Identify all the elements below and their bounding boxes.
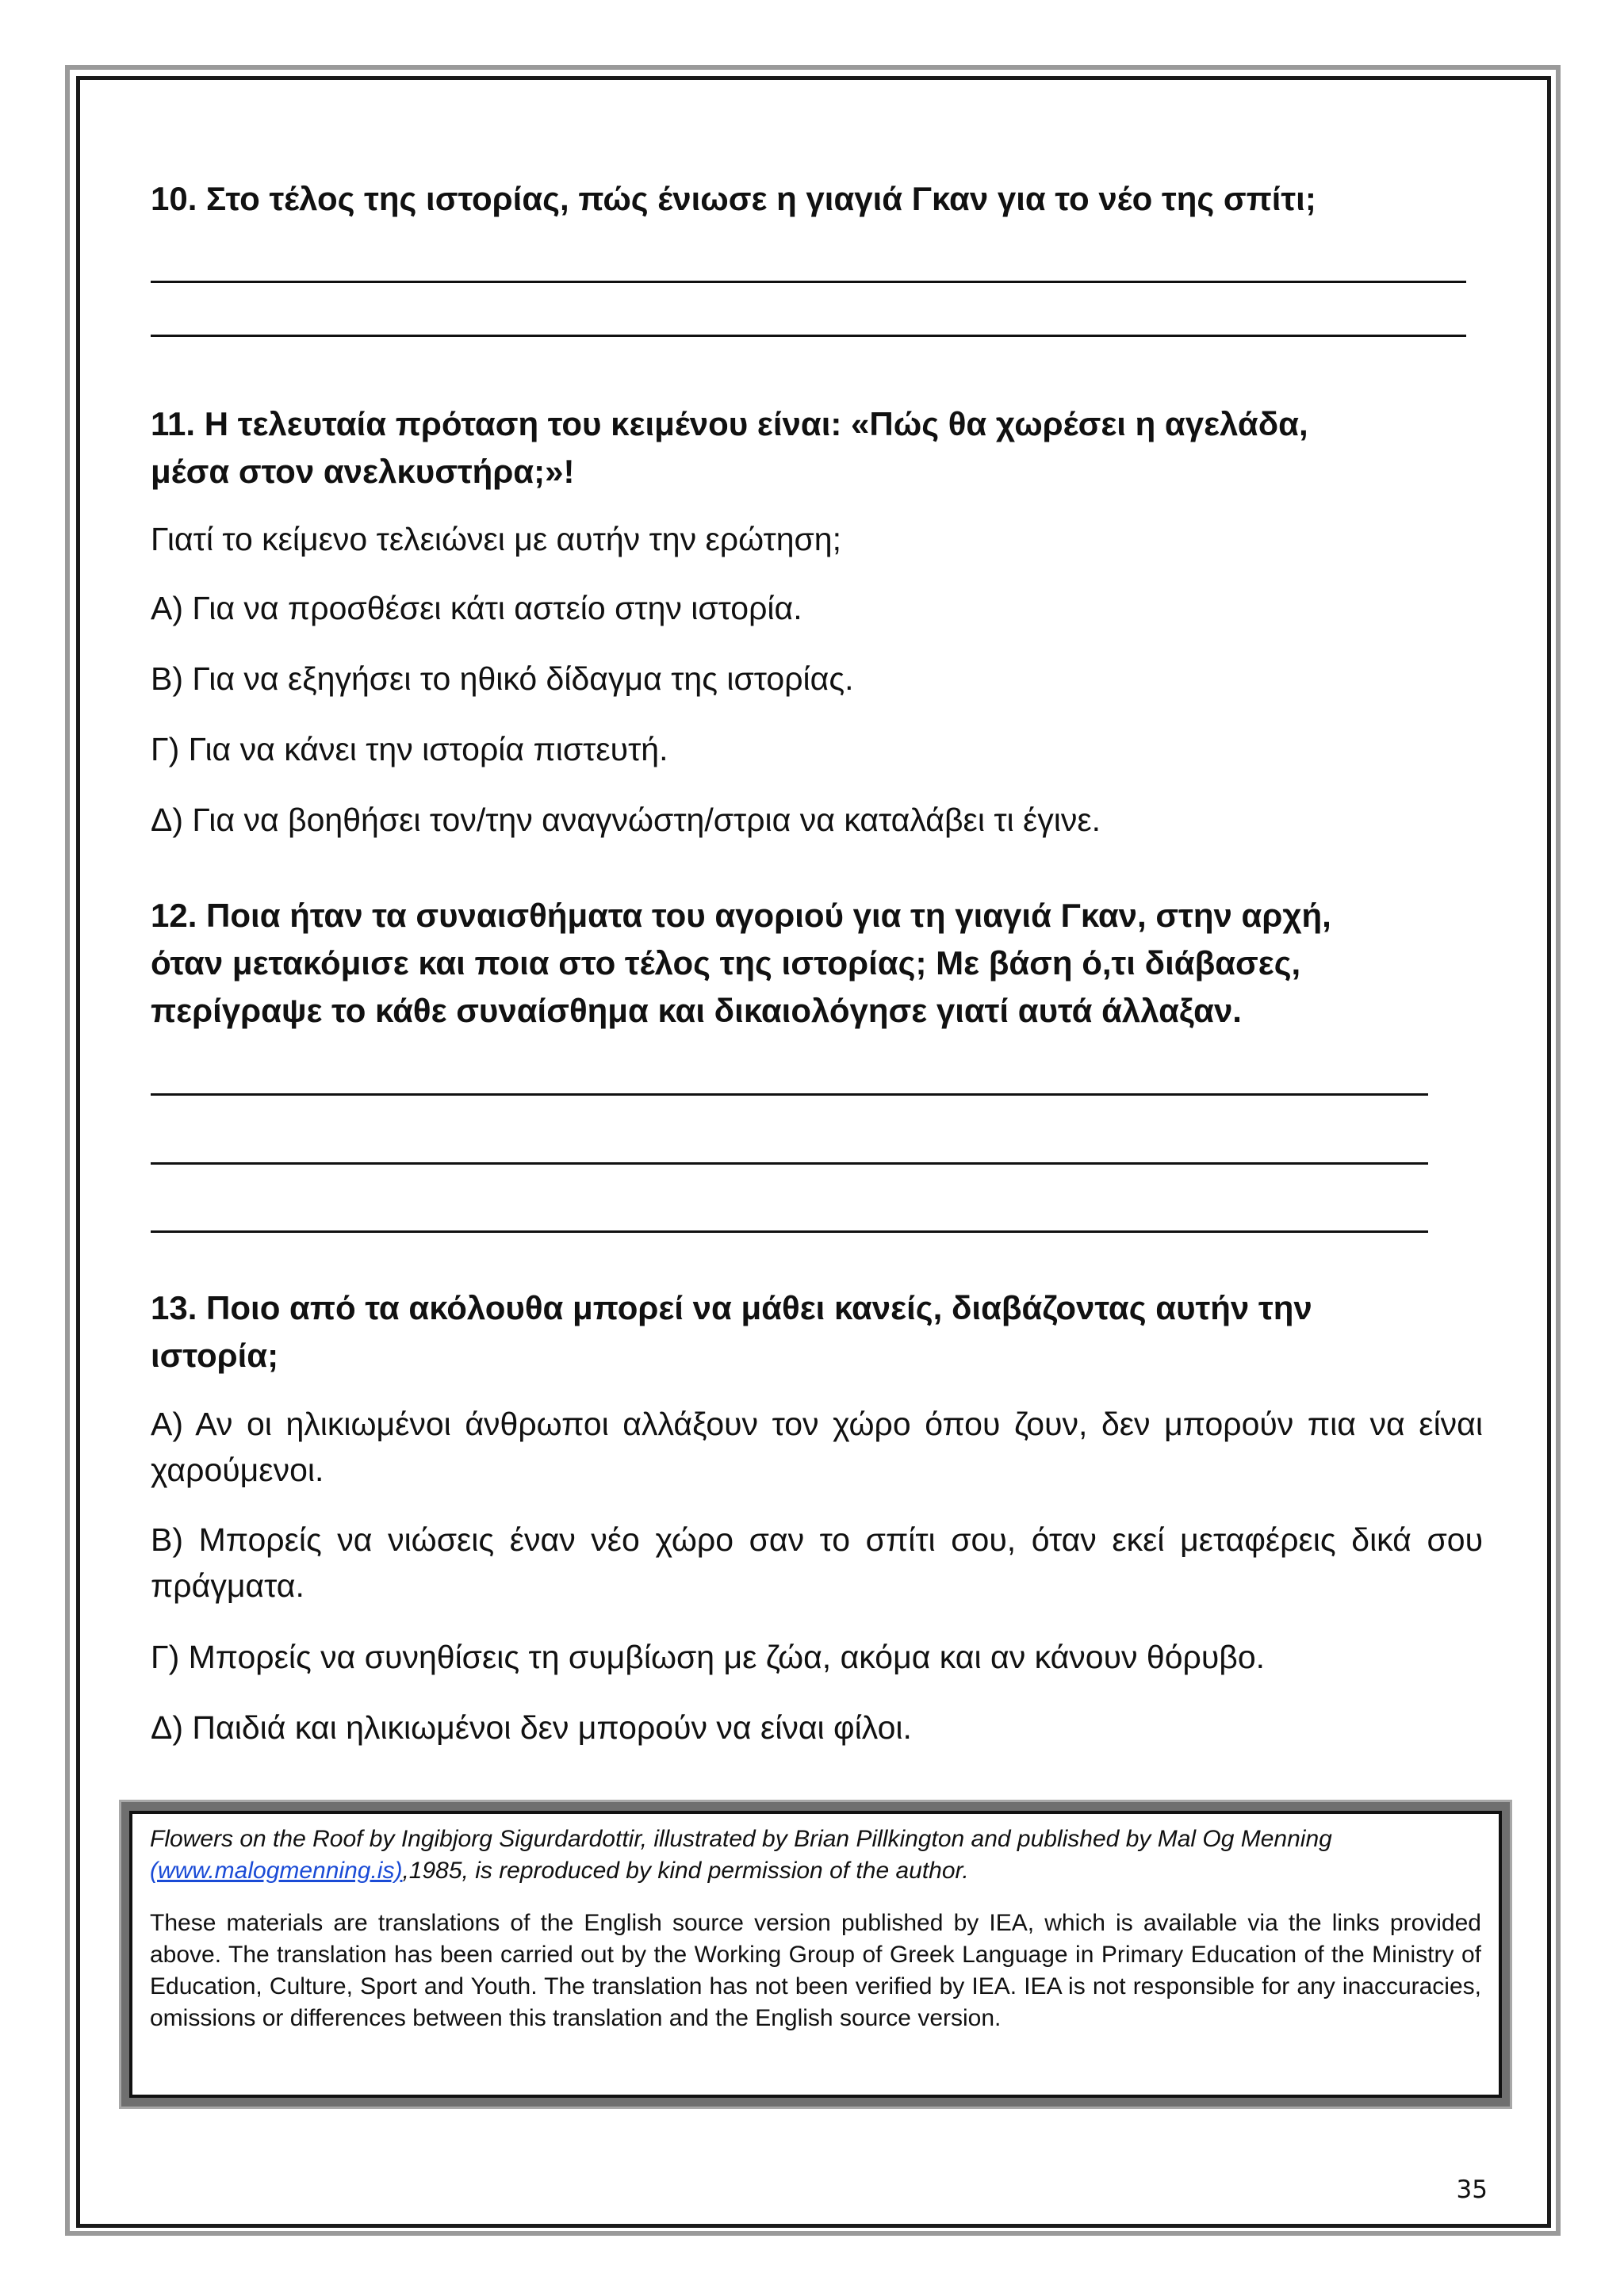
- publisher-link[interactable]: (www.malogmenning.is): [150, 1858, 403, 1884]
- q13-option-d[interactable]: Δ) Παιδιά και ηλικιωμένοι δεν μπορούν να είναι φίλοι.: [151, 1709, 912, 1746]
- answer-line-q10-2[interactable]: [151, 335, 1466, 337]
- question-13-line-2: ιστορία;: [151, 1337, 279, 1374]
- question-12-line-1: 12. Ποια ήταν τα συναισθήματα του αγοριού για τη γιαγιά Γκαν, στην αρχή,: [151, 897, 1331, 934]
- q13-option-a[interactable]: Α) Αν οι ηλικιωμένοι άνθρωποι αλλάξουν τον χώρο όπου ζουν, δεν μπορούν πια να είναι χαρούμενοι.: [151, 1406, 1483, 1488]
- page-number: 35: [1456, 2175, 1488, 2204]
- q13-option-b[interactable]: Β) Μπορείς να νιώσεις έναν νέο χώρο σαν το σπίτι σου, όταν εκεί μεταφέρεις δικά σου πράγματα.: [151, 1521, 1483, 1604]
- q11-option-c[interactable]: Γ) Για να κάνει την ιστορία πιστευτή.: [151, 731, 668, 767]
- question-10: 10. Στο τέλος της ιστορίας, πώς ένιωσε η γιαγιά Γκαν για το νέο της σπίτι;: [151, 180, 1316, 217]
- q13-option-c[interactable]: Γ) Μπορείς να συνηθίσεις τη συμβίωση με ζώα, ακόμα και αν κάνουν θόρυβο.: [151, 1639, 1266, 1675]
- question-11-line-2: μέσα στον ανελκυστήρα;»!: [151, 453, 575, 490]
- question-11-prompt: Γιατί το κείμενο τελειώνει με αυτήν την ερώτηση;: [151, 521, 841, 557]
- citation-text-end: ,1985, is reproduced by kind permission of the author.: [402, 1858, 969, 1884]
- citation-text: Flowers on the Roof by Ingibjorg Sigurdardottir, illustrated by Brian Pillkington and published by Mal Og Menning: [150, 1826, 1332, 1852]
- q11-option-a[interactable]: Α) Για να προσθέσει κάτι αστείο στην ιστορία.: [151, 590, 802, 626]
- question-11-line-1: 11. Η τελευταία πρόταση του κειμένου είναι: «Πώς θα χωρέσει η αγελάδα,: [151, 405, 1308, 442]
- answer-line-q12-1[interactable]: [151, 1093, 1428, 1096]
- source-citation: [150, 1823, 1481, 1887]
- answer-line-q10-1[interactable]: [151, 281, 1466, 283]
- q11-option-b[interactable]: Β) Για να εξηγήσει το ηθικό δίδαγμα της ιστορίας.: [151, 660, 854, 697]
- translation-disclaimer: These materials are translations of the English source version published by IEA, which is available via the links provided above. The translation has been carried out by the Working Group of Greek Language in Primary Education of the Ministry of Education, Culture, Sport and Youth. The translation has not been verified by IEA. IEA is not responsible for any inaccuracies, omissions or differences between this translation and the English source version.: [150, 1910, 1481, 2031]
- question-13-line-1: 13. Ποιο από τα ακόλουθα μπορεί να μάθει κανείς, διαβάζοντας αυτήν την: [151, 1289, 1312, 1326]
- question-12-line-2: όταν μετακόμισε και ποια στο τέλος της ιστορίας; Με βάση ό,τι διάβασες,: [151, 944, 1301, 982]
- answer-line-q12-2[interactable]: [151, 1162, 1428, 1165]
- answer-line-q12-3[interactable]: [151, 1230, 1428, 1233]
- credits-box: [129, 1811, 1502, 2098]
- q11-option-d[interactable]: Δ) Για να βοηθήσει τον/την αναγνώστη/στρια να καταλάβει τι έγινε.: [151, 802, 1101, 838]
- question-12-line-3: περίγραψε το κάθε συναίσθημα και δικαιολόγησε γιατί αυτά άλλαξαν.: [151, 992, 1242, 1029]
